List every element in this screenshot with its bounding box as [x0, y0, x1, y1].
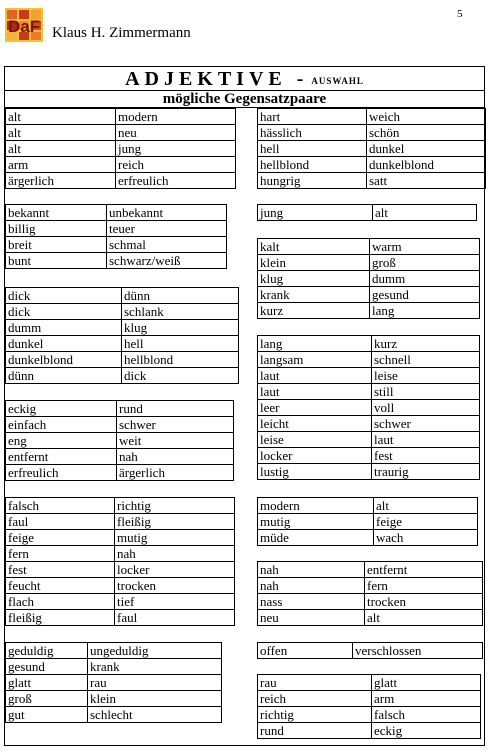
- word-pair-row: [258, 594, 483, 610]
- word-pair-row: [258, 723, 481, 739]
- word-pair-row: [6, 288, 239, 304]
- word-pair-row: [258, 643, 483, 659]
- antonym-cell: erfreulich: [116, 173, 236, 189]
- word-cell: faul: [6, 514, 115, 530]
- word-pair-row: [258, 303, 480, 319]
- left-pair-group: [5, 108, 236, 189]
- page-title-sub: AUSWAHL: [311, 76, 364, 87]
- word-cell: fleißig: [6, 610, 115, 626]
- word-cell: fest: [6, 562, 115, 578]
- antonym-cell: feige: [374, 514, 478, 530]
- word-cell: eckig: [6, 401, 117, 417]
- word-cell: breit: [6, 237, 107, 253]
- antonym-cell: alt: [374, 498, 478, 514]
- word-cell: jung: [258, 205, 373, 221]
- word-pair-row: [6, 336, 239, 352]
- antonym-cell: nah: [117, 449, 234, 465]
- word-cell: leicht: [258, 416, 372, 432]
- author-name: Klaus H. Zimmermann: [52, 25, 191, 41]
- word-pair-row: [258, 707, 481, 723]
- word-pair-row: [6, 449, 234, 465]
- word-pair-row: [6, 562, 235, 578]
- logo-text: DaF: [7, 17, 41, 36]
- word-cell: bunt: [6, 253, 107, 269]
- antonym-cell: weit: [117, 433, 234, 449]
- antonym-cell: alt: [373, 205, 477, 221]
- word-pair-row: [6, 125, 236, 141]
- word-pair-row: [6, 157, 236, 173]
- word-pair-row: [258, 384, 480, 400]
- word-cell: fern: [6, 546, 115, 562]
- word-cell: rau: [258, 675, 372, 691]
- word-pair-row: [258, 271, 480, 287]
- word-cell: alt: [6, 109, 116, 125]
- antonym-cell: verschlossen: [353, 643, 483, 659]
- right-pair-group: [257, 238, 480, 319]
- word-pair-row: [258, 173, 486, 189]
- word-pair-row: [6, 530, 235, 546]
- word-pair-row: [6, 610, 235, 626]
- word-pair-row: [6, 141, 236, 157]
- word-pair-row: [258, 578, 483, 594]
- word-pair-row: [258, 205, 477, 221]
- right-pair-group: [257, 108, 486, 189]
- antonym-cell: alt: [365, 610, 483, 626]
- left-pair-group: [5, 400, 234, 481]
- antonym-cell: schmal: [107, 237, 227, 253]
- word-cell: glatt: [6, 675, 88, 691]
- antonym-cell: teuer: [107, 221, 227, 237]
- word-pair-row: [258, 157, 486, 173]
- word-cell: nah: [258, 578, 365, 594]
- antonym-cell: krank: [88, 659, 222, 675]
- word-cell: modern: [258, 498, 374, 514]
- word-cell: locker: [258, 448, 372, 464]
- antonym-cell: dunkel: [367, 141, 486, 157]
- word-pair-row: [258, 530, 478, 546]
- word-pair-row: [258, 691, 481, 707]
- antonym-cell: voll: [372, 400, 480, 416]
- antonym-cell: modern: [116, 109, 236, 125]
- word-cell: dünn: [6, 368, 122, 384]
- antonym-cell: tief: [115, 594, 235, 610]
- antonym-cell: schwer: [117, 417, 234, 433]
- word-pair-row: [6, 546, 235, 562]
- word-cell: rund: [258, 723, 372, 739]
- antonym-cell: fleißig: [115, 514, 235, 530]
- right-pair-group: [257, 674, 481, 739]
- word-pair-row: [258, 464, 480, 480]
- word-pair-row: [6, 594, 235, 610]
- word-pair-row: [6, 675, 222, 691]
- word-pair-row: [6, 465, 234, 481]
- word-cell: erfreulich: [6, 465, 117, 481]
- antonym-cell: rund: [117, 401, 234, 417]
- word-pair-row: [258, 432, 480, 448]
- antonym-cell: traurig: [372, 464, 480, 480]
- left-pair-group: [5, 287, 239, 384]
- word-cell: richtig: [258, 707, 372, 723]
- word-pair-row: [258, 675, 481, 691]
- antonym-cell: faul: [115, 610, 235, 626]
- antonym-cell: kurz: [372, 336, 480, 352]
- word-cell: nah: [258, 562, 365, 578]
- antonym-cell: still: [372, 384, 480, 400]
- word-cell: dumm: [6, 320, 122, 336]
- antonym-cell: trocken: [115, 578, 235, 594]
- word-cell: müde: [258, 530, 374, 546]
- antonym-cell: laut: [372, 432, 480, 448]
- antonym-cell: schlank: [122, 304, 239, 320]
- page-title: ADJEKTIVE -: [125, 68, 309, 90]
- word-cell: kurz: [258, 303, 370, 319]
- right-pair-group: [257, 561, 483, 626]
- word-pair-row: [258, 514, 478, 530]
- antonym-cell: falsch: [372, 707, 481, 723]
- word-pair-row: [6, 109, 236, 125]
- word-pair-row: [6, 514, 235, 530]
- antonym-cell: glatt: [372, 675, 481, 691]
- page-number: 5: [457, 8, 463, 20]
- word-cell: hungrig: [258, 173, 367, 189]
- antonym-cell: dumm: [370, 271, 480, 287]
- content-frame: [4, 66, 485, 746]
- antonym-cell: schlecht: [88, 707, 222, 723]
- antonym-cell: fern: [365, 578, 483, 594]
- word-cell: lang: [258, 336, 372, 352]
- word-cell: hässlich: [258, 125, 367, 141]
- word-pair-row: [258, 400, 480, 416]
- antonym-cell: reich: [116, 157, 236, 173]
- word-cell: gesund: [6, 659, 88, 675]
- antonym-cell: dünn: [122, 288, 239, 304]
- word-cell: nass: [258, 594, 365, 610]
- word-cell: groß: [6, 691, 88, 707]
- word-pair-row: [258, 416, 480, 432]
- antonym-cell: trocken: [365, 594, 483, 610]
- word-pair-row: [6, 643, 222, 659]
- word-pair-row: [258, 255, 480, 271]
- word-cell: alt: [6, 125, 116, 141]
- word-pair-row: [258, 336, 480, 352]
- word-cell: billig: [6, 221, 107, 237]
- word-cell: geduldig: [6, 643, 88, 659]
- antonym-cell: eckig: [372, 723, 481, 739]
- antonym-cell: groß: [370, 255, 480, 271]
- antonym-cell: ungeduldig: [88, 643, 222, 659]
- word-cell: dunkelblond: [6, 352, 122, 368]
- antonym-cell: weich: [367, 109, 486, 125]
- word-cell: feucht: [6, 578, 115, 594]
- word-pair-row: [6, 253, 227, 269]
- word-pair-row: [258, 125, 486, 141]
- word-pair-row: [258, 610, 483, 626]
- word-pair-row: [258, 352, 480, 368]
- left-pair-group: [5, 642, 222, 723]
- word-pair-row: [6, 401, 234, 417]
- word-pair-row: [6, 368, 239, 384]
- word-pair-row: [258, 141, 486, 157]
- word-cell: entfernt: [6, 449, 117, 465]
- daf-logo: [5, 8, 43, 42]
- antonym-cell: locker: [115, 562, 235, 578]
- antonym-cell: satt: [367, 173, 486, 189]
- antonym-cell: hell: [122, 336, 239, 352]
- antonym-cell: dunkelblond: [367, 157, 486, 173]
- antonym-cell: schwer: [372, 416, 480, 432]
- antonym-cell: arm: [372, 691, 481, 707]
- antonym-cell: klug: [122, 320, 239, 336]
- title-box: [5, 67, 484, 91]
- word-pair-row: [6, 433, 234, 449]
- right-pair-group: [257, 497, 478, 546]
- word-pair-row: [6, 417, 234, 433]
- antonym-cell: hellblond: [122, 352, 239, 368]
- word-pair-row: [6, 659, 222, 675]
- word-cell: bekannt: [6, 205, 107, 221]
- antonym-cell: nah: [115, 546, 235, 562]
- word-cell: dunkel: [6, 336, 122, 352]
- antonym-cell: schön: [367, 125, 486, 141]
- word-cell: lustig: [258, 464, 372, 480]
- right-pair-group: [257, 204, 477, 221]
- word-pair-row: [6, 498, 235, 514]
- antonym-cell: jung: [116, 141, 236, 157]
- word-pair-row: [6, 304, 239, 320]
- word-cell: leise: [258, 432, 372, 448]
- word-cell: einfach: [6, 417, 117, 433]
- antonym-cell: gesund: [370, 287, 480, 303]
- word-cell: neu: [258, 610, 365, 626]
- word-cell: alt: [6, 141, 116, 157]
- word-pair-row: [258, 239, 480, 255]
- right-pair-group: [257, 335, 480, 480]
- word-cell: flach: [6, 594, 115, 610]
- word-cell: klein: [258, 255, 370, 271]
- antonym-cell: fest: [372, 448, 480, 464]
- word-pair-row: [6, 691, 222, 707]
- antonym-cell: schwarz/weiß: [107, 253, 227, 269]
- antonym-cell: leise: [372, 368, 480, 384]
- antonym-cell: lang: [370, 303, 480, 319]
- antonym-cell: rau: [88, 675, 222, 691]
- word-pair-row: [258, 562, 483, 578]
- word-pair-row: [6, 707, 222, 723]
- antonym-cell: entfernt: [365, 562, 483, 578]
- word-pair-row: [258, 287, 480, 303]
- word-cell: kalt: [258, 239, 370, 255]
- word-cell: laut: [258, 384, 372, 400]
- word-pair-row: [6, 205, 227, 221]
- antonym-cell: schnell: [372, 352, 480, 368]
- left-pair-group: [5, 204, 227, 269]
- word-cell: ärgerlich: [6, 173, 116, 189]
- word-cell: arm: [6, 157, 116, 173]
- word-cell: feige: [6, 530, 115, 546]
- word-cell: hell: [258, 141, 367, 157]
- word-pair-row: [258, 368, 480, 384]
- word-cell: krank: [258, 287, 370, 303]
- right-pair-group: [257, 642, 483, 659]
- word-pair-row: [6, 320, 239, 336]
- word-cell: langsam: [258, 352, 372, 368]
- page-subtitle: mögliche Gegensatzpaare: [5, 91, 484, 108]
- antonym-cell: warm: [370, 239, 480, 255]
- antonym-cell: richtig: [115, 498, 235, 514]
- word-cell: leer: [258, 400, 372, 416]
- antonym-cell: dick: [122, 368, 239, 384]
- word-cell: mutig: [258, 514, 374, 530]
- antonym-cell: unbekannt: [107, 205, 227, 221]
- antonym-cell: neu: [116, 125, 236, 141]
- word-pair-row: [258, 109, 486, 125]
- word-cell: laut: [258, 368, 372, 384]
- word-cell: dick: [6, 304, 122, 320]
- word-cell: dick: [6, 288, 122, 304]
- word-pair-row: [6, 173, 236, 189]
- word-cell: falsch: [6, 498, 115, 514]
- word-pair-row: [6, 237, 227, 253]
- antonym-cell: mutig: [115, 530, 235, 546]
- word-cell: reich: [258, 691, 372, 707]
- antonym-cell: klein: [88, 691, 222, 707]
- word-cell: hellblond: [258, 157, 367, 173]
- word-pair-row: [6, 221, 227, 237]
- left-pair-group: [5, 497, 235, 626]
- word-cell: hart: [258, 109, 367, 125]
- word-cell: gut: [6, 707, 88, 723]
- antonym-cell: wach: [374, 530, 478, 546]
- word-pair-row: [6, 352, 239, 368]
- word-cell: offen: [258, 643, 353, 659]
- word-pair-row: [258, 448, 480, 464]
- word-pair-row: [6, 578, 235, 594]
- word-cell: eng: [6, 433, 117, 449]
- antonym-cell: ärgerlich: [117, 465, 234, 481]
- word-pair-row: [258, 498, 478, 514]
- word-cell: klug: [258, 271, 370, 287]
